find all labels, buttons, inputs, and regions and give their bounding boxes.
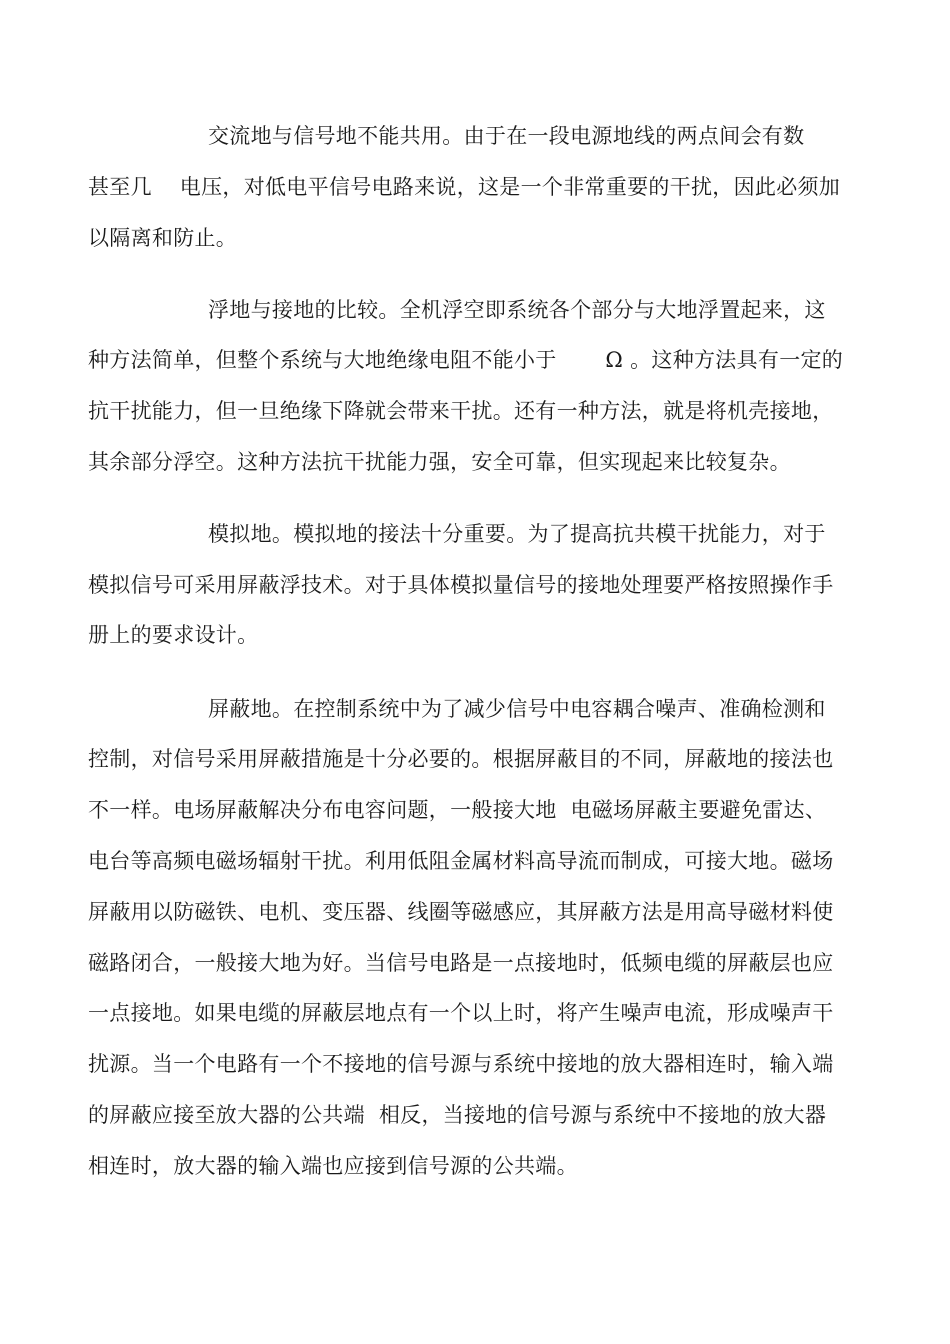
text-line: 磁路闭合，一般接大地为好。当信号电路是一点接地时，低频电缆的屏蔽层也应 <box>88 951 834 975</box>
text-line: 模拟信号可采用屏蔽浮技术。对于具体模拟量信号的接地处理要严格按照操作手 <box>88 573 834 597</box>
text-line: 一点接地。如果电缆的屏蔽层地点有一个以上时，将产生噪声电流，形成噪声干 <box>88 1001 834 1025</box>
text-line: 模拟地。模拟地的接法十分重要。为了提高抗共模干扰能力，对于 <box>208 522 826 546</box>
text-line: 交流地与信号地不能共用。由于在一段电源地线的两点间会有数 <box>208 124 805 148</box>
text-line: 以隔离和防止。 <box>88 226 238 250</box>
text-line: 浮地与接地的比较。全机浮空即系统各个部分与大地浮置起来，这 <box>208 298 826 322</box>
text-line: 屏蔽用以防磁铁、电机、变压器、线圈等磁感应，其屏蔽方法是用高导磁材料使 <box>88 900 834 924</box>
text-line: 的屏蔽应接至放大器的公共端 相反，当接地的信号源与系统中不接地的放大器 <box>88 1103 827 1127</box>
text-line: 甚至几 电压，对低电平信号电路来说，这是一个非常重要的干扰，因此必须加 <box>88 175 841 199</box>
text-line: 不一样。电场屏蔽解决分布电容问题，一般接大地 电磁场屏蔽主要避免雷达、 <box>88 798 827 822</box>
text-line: 控制，对信号采用屏蔽措施是十分必要的。根据屏蔽目的不同，屏蔽地的接法也 <box>88 747 834 771</box>
text-line: 扰源。当一个电路有一个不接地的信号源与系统中接地的放大器相连时，输入端 <box>88 1052 834 1076</box>
text-line: 屏蔽地。在控制系统中为了减少信号中电容耦合噪声、准确检测和 <box>208 697 826 721</box>
text-line: 册上的要求设计。 <box>88 623 259 647</box>
text-line: 抗干扰能力，但一旦绝缘下降就会带来干扰。还有一种方法，就是将机壳接地， <box>88 399 834 423</box>
text-line: 电台等高频电磁场辐射干扰。利用低阻金属材料高导流而制成，可接大地。磁场 <box>88 849 834 873</box>
text-line: 种方法简单，但整个系统与大地绝缘电阻不能小于 Ω 。这种方法具有一定的 <box>88 348 844 372</box>
text-line: 相连时，放大器的输入端也应接到信号源的公共端。 <box>88 1154 578 1178</box>
text-line: 其余部分浮空。这种方法抗干扰能力强，安全可靠，但实现起来比较复杂。 <box>88 450 791 474</box>
